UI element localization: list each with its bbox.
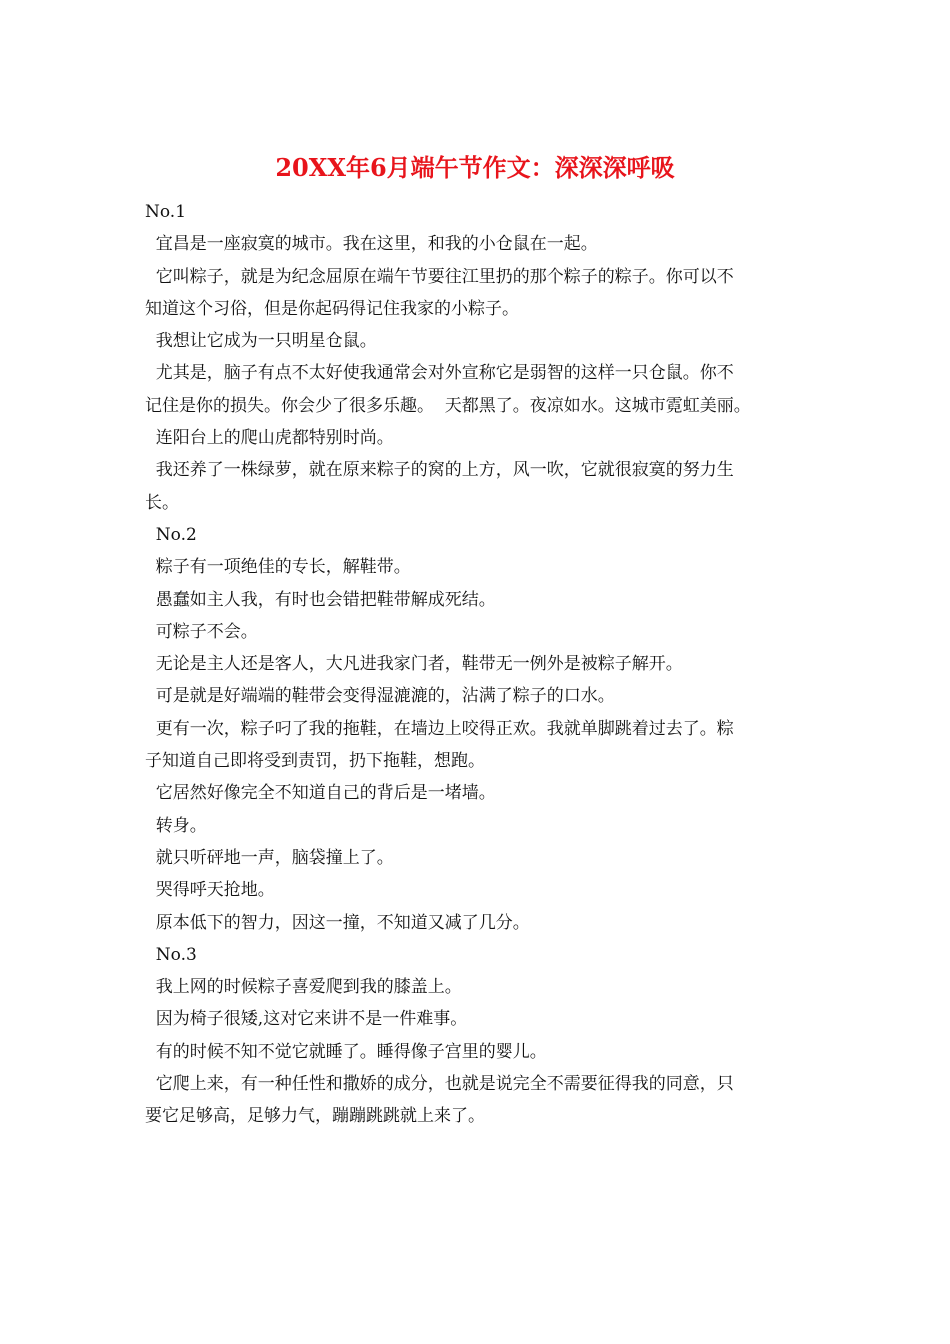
text-line: 它叫粽子，就是为纪念屈原在端午节要往江里扔的那个粽子的粽子。你可以不 [145, 266, 734, 287]
text-line: 长。 [145, 492, 179, 513]
text-line: 哭得呼天抢地。 [145, 880, 275, 901]
text-line: 连阳台上的爬山虎都特别时尚。 [145, 428, 394, 449]
text-line: 可是就是好端端的鞋带会变得湿漉漉的，沾满了粽子的口水。 [145, 686, 615, 707]
text-line: 因为椅子很矮,这对它来讲不是一件难事。 [145, 1009, 468, 1030]
text-line: 它爬上来，有一种任性和撒娇的成分，也就是说完全不需要征得我的同意，只 [145, 1074, 734, 1095]
text-line: 尤其是，脑子有点不太好使我通常会对外宣称它是弱智的这样一只仓鼠。你不 [145, 363, 734, 384]
text-line: 粽子有一项绝佳的专长，解鞋带。 [145, 557, 411, 578]
text-line: 就只听砰地一声，脑袋撞上了。 [145, 847, 394, 868]
text-line: No.2 [145, 524, 197, 545]
text-line: 转身。 [145, 815, 207, 836]
text-line: 子知道自己即将受到责罚，扔下拖鞋，想跑。 [145, 751, 485, 772]
text-line: 有的时候不知不觉它就睡了。睡得像子宫里的婴儿。 [145, 1041, 547, 1062]
text-line: 它居然好像完全不知道自己的背后是一堵墙。 [145, 783, 496, 804]
text-line: 我想让它成为一只明星仓鼠。 [145, 331, 377, 352]
text-line: 愚蠢如主人我，有时也会错把鞋带解成死结。 [145, 589, 496, 610]
text-line: No.1 [145, 202, 187, 222]
text-line: 我还养了一株绿萝，就在原来粽子的窝的上方，风一吹，它就很寂寞的努力生 [145, 460, 734, 481]
text-line: 宜昌是一座寂寞的城市。我在这里，和我的小仓鼠在一起。 [145, 234, 598, 255]
text-line: 知道这个习俗，但是你起码得记住我家的小粽子。 [145, 298, 519, 319]
text-line: 无论是主人还是客人，大凡进我家门者，鞋带无一例外是被粽子解开。 [145, 654, 683, 675]
text-line: 原本低下的智力，因这一撞，不知道又减了几分。 [145, 912, 530, 933]
text-line: 要它足够高，足够力气，蹦蹦跳跳就上来了。 [145, 1106, 485, 1127]
document-title: 20XX年6月端午节作文：深深深呼吸 [275, 153, 675, 182]
text-line: No.3 [145, 944, 197, 965]
document-body [145, 196, 815, 1133]
text-line: 我上网的时候粽子喜爱爬到我的膝盖上。 [145, 977, 462, 998]
text-line: 更有一次，粽子叼了我的拖鞋，在墙边上咬得正欢。我就单脚跳着过去了。粽 [145, 718, 734, 739]
text-line: 可粽子不会。 [145, 621, 258, 642]
text-line: 记住是你的损失。你会少了很多乐趣。 天都黑了。夜凉如水。这城市霓虹美丽。 [145, 395, 751, 416]
